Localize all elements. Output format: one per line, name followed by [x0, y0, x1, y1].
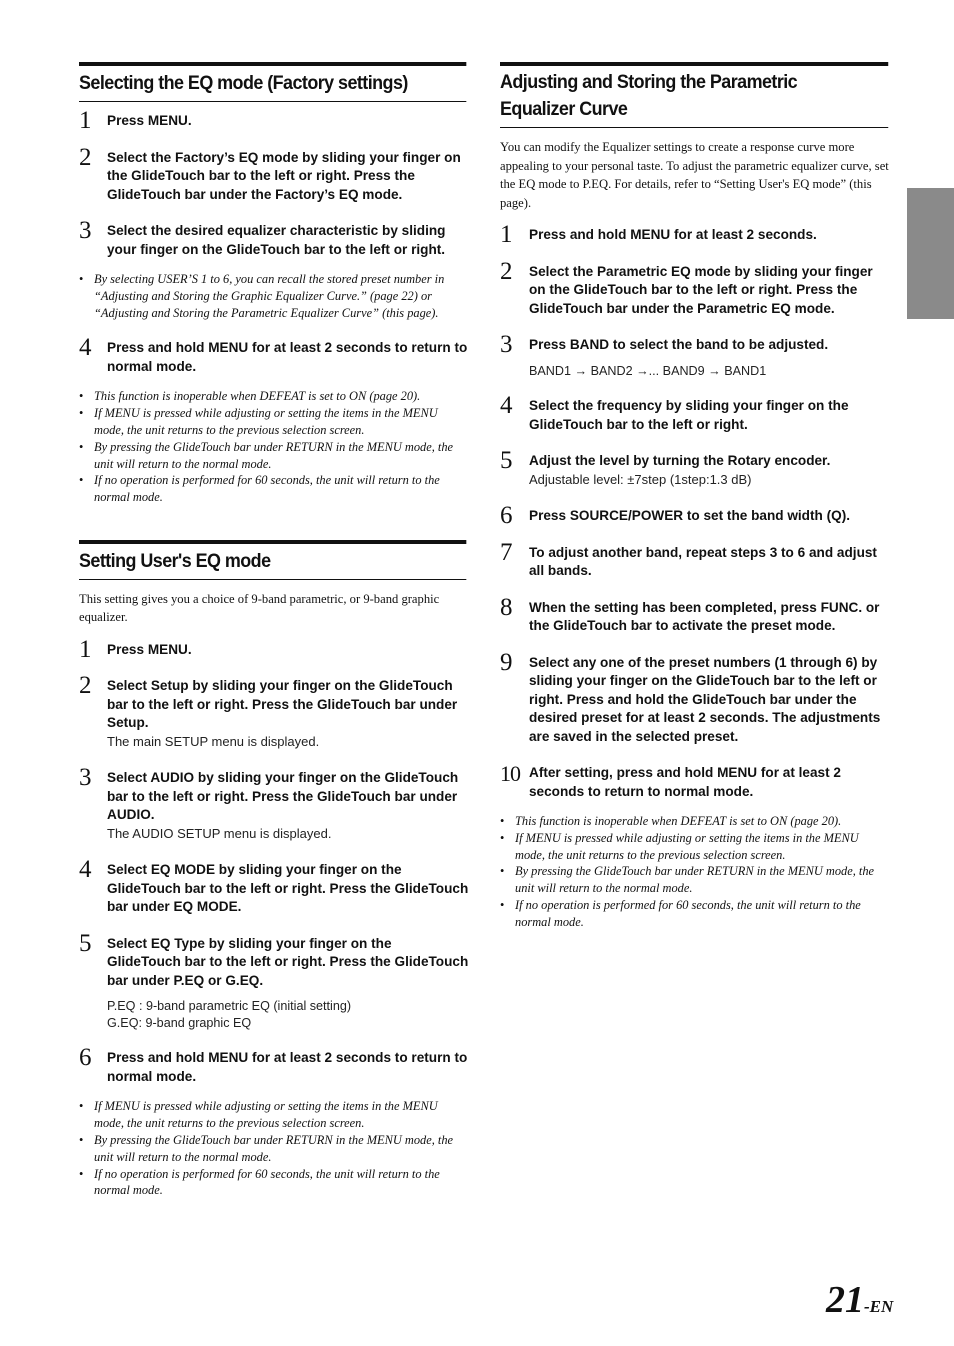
step: 2 Select the Parametric EQ mode by sliding your finger on the GlideTouch bar to the left or right. Press the GlideTouch bar under the Parametric EQ mode. — [500, 263, 891, 319]
step: 2 Select the Factory’s EQ mode by sliding your finger on the GlideTouch bar to the left or right. Press the GlideTouch bar under the Factory’s EQ mode. — [79, 149, 469, 205]
notes-list — [79, 1098, 469, 1199]
step: 1 Press MENU. — [79, 641, 469, 660]
band-cycle: BAND1 → BAND2 →... BAND9 → BAND1 — [529, 363, 767, 378]
step: 4 Select EQ MODE by sliding your finger on the GlideTouch bar to the left or right. Press the GlideTouch bar under EQ MODE. — [79, 861, 469, 917]
step-text: Press and hold MENU for at least 2 seconds to return to normal mode. — [107, 340, 468, 374]
step: 6 Press and hold MENU for at least 2 seconds to return to normal mode. — [79, 1049, 469, 1086]
step-note: Adjustable level: ±7step (1step:1.3 dB) — [529, 471, 752, 487]
step: 5 Adjust the level by turning the Rotary encoder. Adjustable level: ±7step (1step:1.3 dB) — [500, 452, 891, 489]
step-text: Press MENU. — [107, 641, 192, 657]
step-text: Select the Parametric EQ mode by sliding your finger on the GlideTouch bar to the left or right. Press the GlideTouch bar under the Parametric EQ mode. — [529, 263, 873, 316]
notes-list — [79, 271, 469, 321]
note-item: • If MENU is pressed while adjusting or setting the items in the MENU mode, the unit returns to the previous selection screen. — [500, 830, 891, 864]
step-text: Select EQ Type by sliding your finger on the GlideTouch bar to the left or right. Press the GlideTouch bar under P.EQ or G.EQ. — [107, 935, 469, 988]
note-item: • This function is inoperable when DEFEAT is set to ON (page 20). — [79, 388, 469, 405]
step-text: Press and hold MENU for at least 2 seconds to return to normal mode. — [107, 1050, 468, 1084]
step-text: Adjust the level by turning the Rotary encoder. — [529, 453, 831, 468]
step: 1 Press MENU. — [79, 112, 469, 131]
section-title-parametric-eq: Adjusting and Storing the Parametric Equalizer Curve — [500, 62, 888, 128]
step: 4 Select the frequency by sliding your finger on the GlideTouch bar to the left or right. — [500, 397, 891, 434]
page-number: 21-EN — [826, 1279, 894, 1321]
step: 3 Press BAND to select the band to be adjusted. BAND1 → BAND2 →... BAND9 → BAND1 — [500, 336, 891, 379]
step: 6 Press SOURCE/POWER to set the band width (Q). — [500, 507, 891, 526]
note-item: • By selecting USER’S 1 to 6, you can recall the stored preset number in “Adjusting and Storing the Graphic Equalizer Curve.” (page 22) or “Adjusting and Storing the Parametric Equalizer Curve” (this page). — [79, 271, 469, 321]
section-title-factory-eq: Selecting the EQ mode (Factory settings) — [79, 62, 466, 102]
note-item: • By pressing the GlideTouch bar under RETURN in the MENU mode, the unit will return to the normal mode. — [500, 863, 891, 897]
step-text: Press BAND to select the band to be adjusted. — [529, 337, 829, 352]
section-intro: You can modify the Equalizer settings to create a response curve more appealing to your personal taste. To adjust the parametric equalizer curve, set the EQ mode to P.EQ. For details, refer to “Setting User's EQ mode” (this page). — [500, 140, 889, 210]
step-text: Select Setup by sliding your finger on the GlideTouch bar to the left or right. Press the GlideTouch bar under Setup. — [107, 678, 458, 731]
note-item: • This function is inoperable when DEFEAT is set to ON (page 20). — [500, 813, 891, 830]
eq-type-geq: G.EQ: 9-band graphic EQ — [107, 1015, 252, 1030]
section-title-users-eq: Setting User's EQ mode — [79, 540, 466, 580]
step-text: Select AUDIO by sliding your finger on the GlideTouch bar to the left or right. Press the GlideTouch bar under AUDIO. — [107, 770, 459, 823]
step-text: Select the desired equalizer characteristic by sliding your finger on the GlideTouch bar to the left or right. — [107, 223, 446, 257]
note-item: • By pressing the GlideTouch bar under RETURN in the MENU mode, the unit will return to the normal mode. — [79, 1132, 469, 1166]
note-item: • If no operation is performed for 60 seconds, the unit will return to the normal mode. — [500, 897, 891, 931]
step: 3 Select AUDIO by sliding your finger on the GlideTouch bar to the left or right. Press the GlideTouch bar under AUDIO. The AUDIO SETUP menu is displayed. — [79, 769, 469, 843]
step-text: Select EQ MODE by sliding your finger on the GlideTouch bar to the left or right. Press the GlideTouch bar under EQ MODE. — [107, 862, 469, 915]
note-item: • If MENU is pressed while adjusting or setting the items in the MENU mode, the unit returns to the previous selection screen. — [79, 405, 469, 439]
eq-type-peq: P.EQ : 9-band parametric EQ (initial setting) — [107, 999, 352, 1014]
step: 9 Select any one of the preset numbers (1 through 6) by sliding your finger on the GlideTouch bar to the left or right. Press and hold the GlideTouch bar under the desired preset for at least 2 seconds. The adjustments are saved in the selected preset. — [500, 654, 891, 747]
step-text: When the setting has been completed, press FUNC. or the GlideTouch bar to activate the preset mode. — [529, 599, 880, 633]
step: 7 To adjust another band, repeat steps 3 to 6 and adjust all bands. — [500, 544, 891, 581]
step-text: Select any one of the preset numbers (1 through 6) by sliding your finger on the GlideTouch bar to the left or right. Press and hold the GlideTouch bar under the desired preset for at least 2 seconds. The adjustments are saved in the selected preset. — [529, 654, 881, 744]
step-note: The main SETUP menu is displayed. — [107, 733, 320, 749]
note-item: • If no operation is performed for 60 seconds, the unit will return to the normal mode. — [79, 1166, 469, 1200]
step: 5 Select EQ Type by sliding your finger on the GlideTouch bar to the left or right. Press the GlideTouch bar under P.EQ or G.EQ. P.EQ : 9-band parametric EQ (initial setting) G.EQ: 9-band graphic EQ — [79, 929, 469, 1030]
left-column — [79, 62, 469, 1217]
note-item: • By pressing the GlideTouch bar under RETURN in the MENU mode, the unit will return to the normal mode. — [79, 439, 469, 473]
step-text: Select the frequency by sliding your finger on the GlideTouch bar to the left or right. — [529, 398, 849, 432]
step: 1 Press and hold MENU for at least 2 seconds. — [500, 226, 891, 245]
step-text: Press MENU. — [107, 113, 192, 128]
section-intro: This setting gives you a choice of 9-band parametric, or 9-band graphic equalizer. — [79, 591, 440, 625]
step-text: After setting, press and hold MENU for at least 2 seconds to return to normal mode. — [529, 765, 841, 799]
step: 8 When the setting has been completed, press FUNC. or the GlideTouch bar to activate the preset mode. — [500, 599, 891, 636]
step-text: Select the Factory’s EQ mode by sliding your finger on the GlideTouch bar to the left or right. Press the GlideTouch bar under the Factory’s EQ mode. — [107, 149, 461, 202]
step-text: Press SOURCE/POWER to set the band width (Q). — [529, 508, 850, 523]
notes-list — [79, 388, 469, 506]
step: 10 After setting, press and hold MENU for at least 2 seconds to return to normal mode. — [500, 764, 891, 801]
right-column — [500, 62, 891, 949]
note-item: • If no operation is performed for 60 seconds, the unit will return to the normal mode. — [79, 472, 469, 506]
step: 2 Select Setup by sliding your finger on the GlideTouch bar to the left or right. Press the GlideTouch bar under Setup. The main SETUP menu is displayed. — [79, 677, 469, 751]
step: 3 Select the desired equalizer characteristic by sliding your finger on the GlideTouch bar to the left or right. — [79, 222, 469, 259]
step-note: The AUDIO SETUP menu is displayed. — [107, 825, 332, 841]
notes-list — [500, 813, 891, 931]
step-text: Press and hold MENU for at least 2 seconds. — [529, 227, 817, 242]
chapter-tab — [907, 188, 954, 319]
step: 4 Press and hold MENU for at least 2 seconds to return to normal mode. — [79, 339, 469, 376]
note-item: • If MENU is pressed while adjusting or setting the items in the MENU mode, the unit returns to the previous selection screen. — [79, 1098, 469, 1132]
step-text: To adjust another band, repeat steps 3 to 6 and adjust all bands. — [529, 544, 877, 578]
